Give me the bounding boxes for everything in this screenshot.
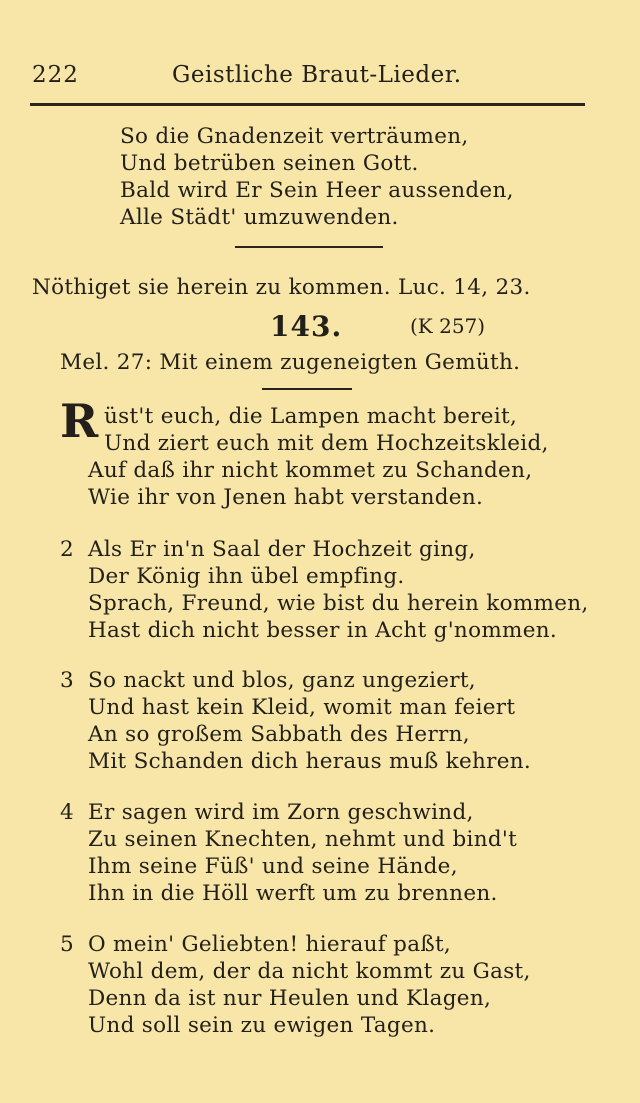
verse-line: Sprach, Freund, wie bist du herein kommen,	[88, 591, 589, 616]
verse-line: üst't euch, die Lampen macht bereit,	[104, 404, 518, 429]
verse-line: Denn da ist nur Heulen und Klagen,	[88, 986, 492, 1011]
verse-line: Wie ihr von Jenen habt verstanden.	[88, 485, 484, 510]
verse-line: O mein' Geliebten! hierauf paßt,	[88, 932, 452, 957]
verse-line: Als Er in'n Saal der Hochzeit ging,	[88, 537, 476, 562]
verse-line: Und soll sein zu ewigen Tagen.	[88, 1013, 436, 1038]
section-divider	[235, 246, 383, 248]
verse-line: Ihm seine Füß' und seine Hände,	[88, 854, 458, 879]
previous-hymn-line: So die Gnadenzeit verträumen,	[120, 124, 469, 149]
previous-hymn-line: Und betrüben seinen Gott.	[120, 151, 419, 176]
previous-hymn-line: Alle Städt' umzuwenden.	[120, 205, 399, 230]
stanza-number: 3	[60, 668, 74, 693]
drop-cap: R	[60, 394, 99, 448]
verse-line: Auf daß ihr nicht kommet zu Schanden,	[88, 458, 533, 483]
verse-line: So nackt und blos, ganz ungeziert,	[88, 668, 476, 693]
hymn-melody: Mel. 27: Mit einem zugeneigten Gemüth.	[60, 350, 521, 375]
stanza-number: 5	[60, 932, 74, 957]
verse-line: Der König ihn übel empfing.	[88, 564, 405, 589]
page-header	[32, 62, 584, 96]
hymn-reference: (K 257)	[410, 314, 486, 338]
header-rule	[30, 103, 585, 106]
running-title: Geistliche Braut-Lieder.	[172, 62, 462, 88]
stanza-number: 4	[60, 800, 74, 825]
verse-line: Mit Schanden dich heraus muß kehren.	[88, 749, 532, 774]
verse-line: Er sagen wird im Zorn geschwind,	[88, 800, 474, 825]
verse-line: Wohl dem, der da nicht kommt zu Gast,	[88, 959, 531, 984]
verse-line: Hast dich nicht besser in Acht g'nommen.	[88, 618, 558, 643]
hymn-number: 143.	[270, 310, 343, 343]
verse-line: Und hast kein Kleid, womit man feiert	[88, 695, 516, 720]
page-number: 222	[32, 62, 79, 88]
verse-line: Und ziert euch mit dem Hochzeitskleid,	[104, 431, 549, 456]
stanza-number: 2	[60, 537, 74, 562]
previous-hymn-line: Bald wird Er Sein Heer aussenden,	[120, 178, 514, 203]
verse-line: Zu seinen Knechten, nehmt und bind't	[88, 827, 518, 852]
verse-line: Ihn in die Höll werft um zu brennen.	[88, 881, 498, 906]
hymn-motto: Nöthiget sie herein zu kommen. Luc. 14, 23.	[32, 275, 531, 300]
verse-line: An so großem Sabbath des Herrn,	[88, 722, 470, 747]
heading-divider	[262, 388, 352, 390]
